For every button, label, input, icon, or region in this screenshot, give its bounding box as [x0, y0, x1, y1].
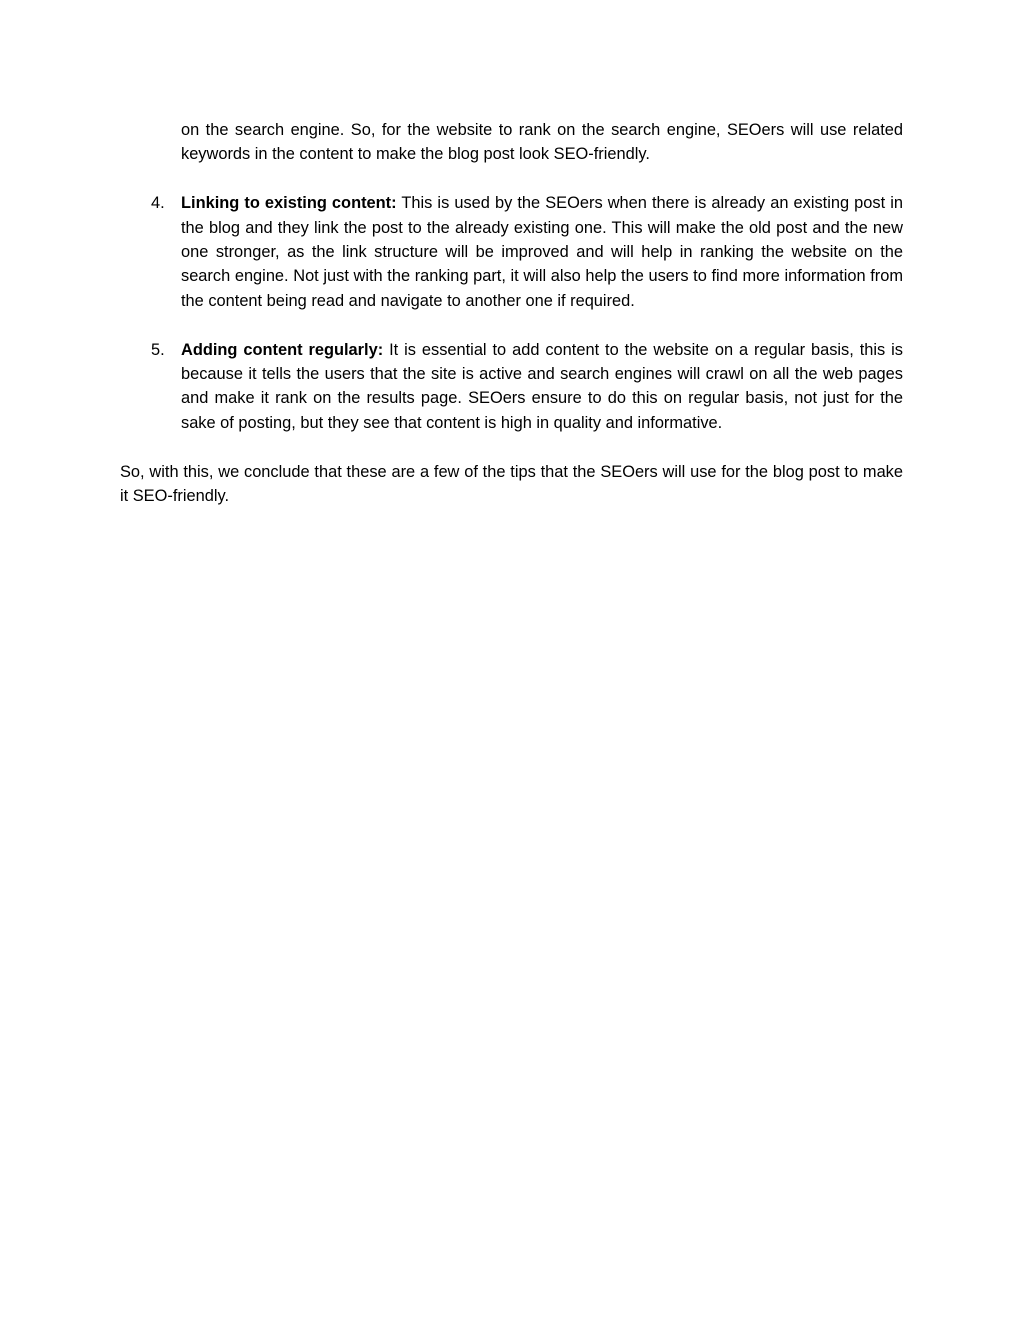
list-number: 4. — [151, 194, 165, 213]
conclusion-paragraph: So, with this, we conclude that these are a few of the tips that the SEOers will use for the blog post to make it SEO-friendly. — [120, 462, 903, 506]
continuation-paragraph: on the search engine. So, for the website to rank on the search engine, SEOers will use related keywords in the content to make the blog post look SEO-friendly. — [181, 121, 903, 164]
document-page — [120, 118, 903, 508]
list-item-title: Linking to existing content: — [181, 194, 397, 213]
list-item — [120, 338, 903, 436]
list-item-body: This is used by the SEOers when there is already an existing post in the blog and they link the post to the already existing one. This will make the old post and the new one stronger, as the link structure will be improved and will help in ranking the website on the search engine. Not just with the ranking part, it will also help the users to find more information from the content being read and navigate to another one if required. — [181, 194, 904, 310]
tips-list — [120, 191, 903, 435]
list-item — [120, 191, 903, 313]
list-number: 5. — [151, 340, 165, 359]
list-item-title: Adding content regularly: — [181, 340, 384, 359]
list-item-body: It is essential to add content to the website on a regular basis, this is because it tells the users that the site is active and search engines will crawl on all the web pages and make it rank on the results page. SEOers ensure to do this on regular basis, not just for the sake of posting, but they see that content is high in quality and informative. — [181, 340, 903, 432]
